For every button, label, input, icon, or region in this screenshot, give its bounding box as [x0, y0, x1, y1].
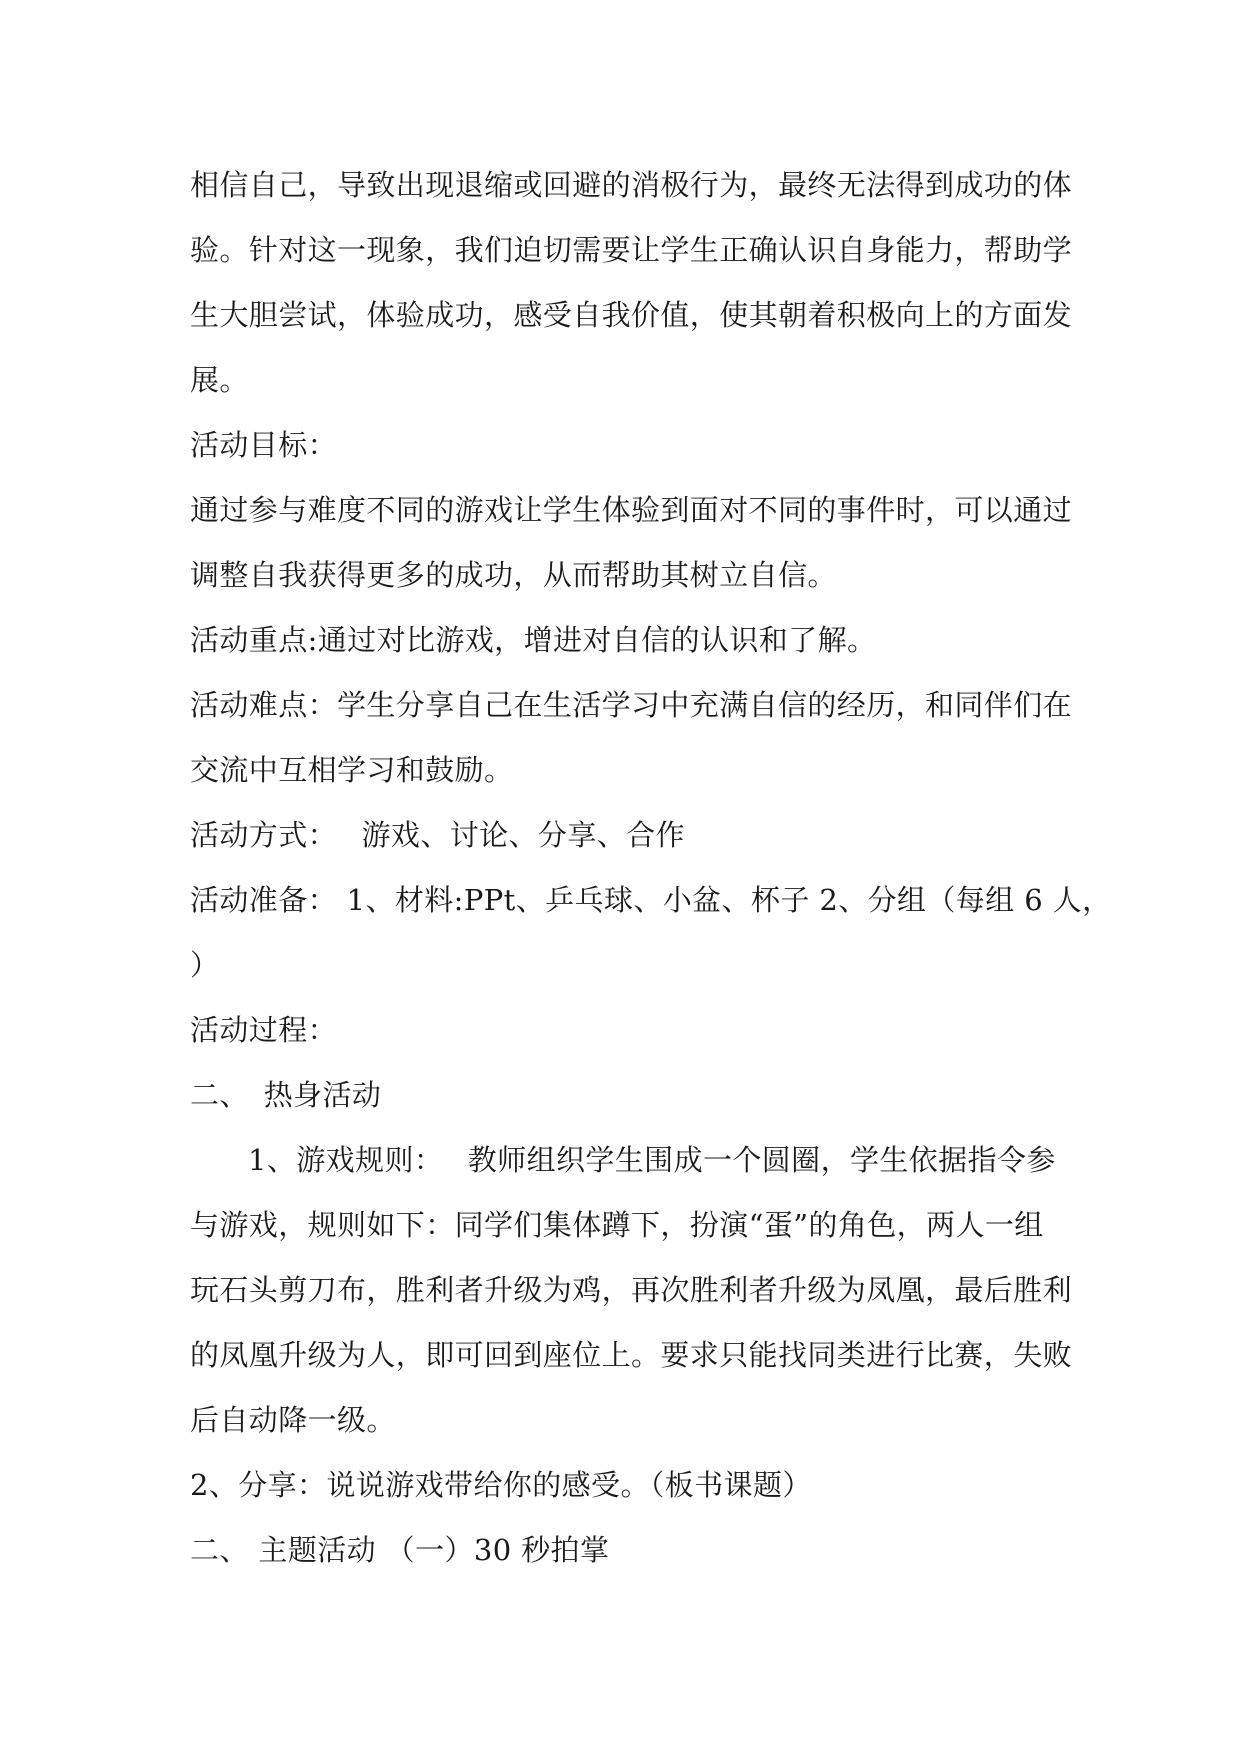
- paragraph-line: 玩石头剪刀布，胜利者升级为鸡，再次胜利者升级为凤凰，最后胜利: [190, 1273, 1073, 1307]
- paragraph-line: 与游戏，规则如下：同学们集体蹲下，扮演“蛋”的角色，两人一组: [190, 1208, 1044, 1242]
- paragraph-line: 交流中互相学习和鼓励。: [190, 753, 514, 787]
- paragraph-line: 验。针对这一现象，我们迫切需要让学生正确认识自身能力，帮助学: [190, 233, 1073, 267]
- preparation-line: 活动准备： 1、材料:PPt、乒乓球、小盆、杯子 2、分组（每组 6 人，: [190, 883, 1112, 917]
- method-line: 活动方式： 游戏、讨论、分享、合作: [190, 818, 685, 852]
- subsection-heading-warmup: 二、 热身活动: [190, 1078, 382, 1112]
- paragraph-line: ）: [190, 948, 220, 982]
- paragraph-line: 后自动降一级。: [190, 1403, 396, 1437]
- paragraph-line: 的凤凰升级为人，即可回到座位上。要求只能找同类进行比赛，失败: [190, 1338, 1073, 1372]
- paragraph-line: 通过参与难度不同的游戏让学生体验到面对不同的事件时，可以通过: [190, 493, 1073, 527]
- section-heading-goals: 活动目标：: [190, 428, 338, 462]
- paragraph-line: 相信自己，导致出现退缩或回避的消极行为，最终无法得到成功的体: [190, 168, 1073, 202]
- paragraph-line: 生大胆尝试，体验成功，感受自我价值，使其朝着积极向上的方面发: [190, 298, 1073, 332]
- difficulty-line: 活动难点：学生分享自己在生活学习中充满自信的经历，和同伴们在: [190, 688, 1073, 722]
- key-point-line: 活动重点:通过对比游戏，增进对自信的认识和了解。: [190, 623, 877, 657]
- section-heading-process: 活动过程：: [190, 1013, 338, 1047]
- subsection-heading-main-activity: 二、 主题活动 （一）30 秒拍掌: [190, 1533, 610, 1567]
- paragraph-line: 调整自我获得更多的成功，从而帮助其树立自信。: [190, 558, 837, 592]
- game-rules-line: 1、游戏规则： 教师组织学生围成一个圆圈，学生依据指令参: [248, 1143, 1056, 1177]
- share-line: 2、分享：说说游戏带给你的感受。（板书课题）: [190, 1468, 812, 1502]
- paragraph-line: 展。: [190, 363, 249, 397]
